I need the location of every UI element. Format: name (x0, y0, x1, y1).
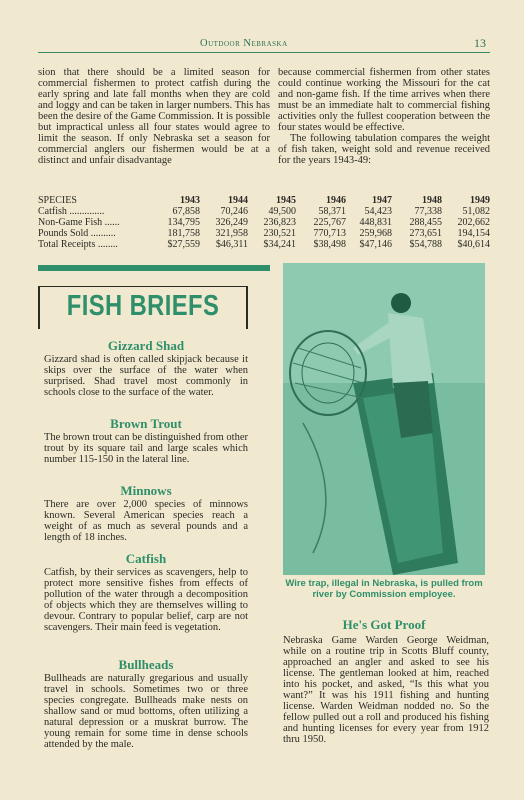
header-rule (38, 52, 490, 53)
table-cell: 77,338 (414, 206, 442, 217)
fish-stats-table (38, 195, 490, 250)
year-header: 1944 (228, 195, 248, 206)
brief-heading-brown-trout: Brown Trout (110, 416, 182, 431)
brief-text-gizzard-shad: Gizzard shad is often called skipjack because it skips over the surface of the water when surprised. Shad travel most commonly in schools close to the surface of the water. (44, 354, 248, 398)
table-cell: 259,968 (359, 228, 392, 239)
table-header-row (38, 195, 490, 206)
page-number: 13 (474, 36, 486, 50)
right-top-paragraph-2: The following tabulation compares the weight of fish taken, weight sold and revenue received for the years 1943-49: (278, 133, 490, 166)
table-cell: $54,788 (409, 239, 442, 250)
table-cell: 202,662 (457, 217, 490, 228)
year-header: 1948 (422, 195, 442, 206)
left-top-paragraph: sion that there should be a limited season for commercial fishermen to protect catfish during the early spring and late fall months when they are cold and loggy and can be taken in larger numbers. This has been the desire of the Game Commission. It is possible but impractical unless all four states would agree to limit the season. If only Nebraska set a season for commercial anglers our fishermen would be at a distinct and unfair disadvantage (38, 67, 270, 166)
photo-illustration (283, 263, 485, 575)
year-header: 1945 (276, 195, 296, 206)
right-column-text (278, 67, 490, 166)
table-cell: 51,082 (462, 206, 490, 217)
table-cell: 236,823 (263, 217, 296, 228)
brief-text-bullheads: Bullheads are naturally gregarious and usually travel in schools. Sometimes two or three species congregate. Bullheads make nests on shallow sand or mud bottoms, often utilizing a natural depression or a muskrat burrow. The young remain for some time in dense schools attended by the male. (44, 673, 248, 750)
row-label: Catfish .............. (38, 206, 105, 217)
brief-heading-gizzard-shad: Gizzard Shad (107, 338, 185, 353)
table-cell: 225,767 (313, 217, 346, 228)
table-cell: $27,559 (167, 239, 200, 250)
row-label: Pounds Sold .......... (38, 228, 116, 239)
running-head: Outdoor Nebraska (200, 38, 288, 49)
table-cell: $40,614 (457, 239, 490, 250)
table-cell: 770,713 (313, 228, 346, 239)
table-cell: $47,146 (359, 239, 392, 250)
table-row (38, 239, 490, 250)
year-header: 1949 (470, 195, 490, 206)
row-label: Non-Game Fish ...... (38, 217, 120, 228)
brief-text-catfish: Catfish, by their services as scavengers, help to protect more sensitive fishes from effects of pollution of the water through a decomposition of objects which they are themselves willing to devour. Contrary to popular belief, carp are not scavengers. Their main feed is vegetation. (44, 567, 248, 633)
table-cell: $38,498 (313, 239, 346, 250)
wire-trap-photo (283, 263, 485, 575)
table-cell: 49,500 (268, 206, 296, 217)
fish-briefs-title: FISH BRIEFS (66, 290, 220, 322)
brief-heading-catfish: Catfish (125, 551, 167, 566)
brief-heading-bullheads: Bullheads (118, 657, 174, 672)
section-divider-bar (38, 265, 270, 271)
table-cell: 181,758 (167, 228, 200, 239)
table-row (38, 217, 490, 228)
year-header: 1943 (180, 195, 200, 206)
table-cell: 67,858 (172, 206, 200, 217)
brief-heading-minnows: Minnows (120, 483, 172, 498)
table-cell: 54,423 (364, 206, 392, 217)
table-cell: 273,651 (409, 228, 442, 239)
row-label: Total Receipts ........ (38, 239, 118, 250)
table-cell: $34,241 (263, 239, 296, 250)
table-cell: 194,154 (457, 228, 490, 239)
table-cell: 58,371 (318, 206, 346, 217)
year-header: 1947 (372, 195, 392, 206)
table-cell: 326,249 (215, 217, 248, 228)
table-cell: 321,958 (215, 228, 248, 239)
table-cell: 230,521 (263, 228, 296, 239)
photo-caption: Wire trap, illegal in Nebraska, is pulled from river by Commission employee. (285, 578, 483, 600)
table-cell: 288,455 (409, 217, 442, 228)
table-row (38, 206, 490, 217)
table-cell: $46,311 (215, 239, 248, 250)
proof-heading: He's Got Proof (342, 617, 426, 632)
proof-text: Nebraska Game Warden George Weidman, while on a routine trip in Scotts Bluff county, approached an angler and asked to see his license. The gentleman looked at him, reached into his pocket, and asked, “Is this what you want?” It was his 1911 fishing and hunting license. Warden Weidman nodded no. So the fellow pulled out a roll and produced his fishing and hunting licenses for every year from 1912 thru 1950. (283, 635, 489, 745)
table-row (38, 228, 490, 239)
table-cell: 134,795 (167, 217, 200, 228)
table-species-header: SPECIES (38, 195, 77, 206)
left-column-text (38, 67, 270, 166)
table-cell: 70,246 (220, 206, 248, 217)
table-cell: 448,831 (359, 217, 392, 228)
brief-text-brown-trout: The brown trout can be distinguished from other trout by its square tail and large scales which number 115-150 in the lateral line. (44, 432, 248, 465)
right-top-paragraph-1: because commercial fishermen from other states could continue working the Missouri for the cat and non-game fish. If the time arrives when there must be an immediate halt to commercial fishing activities only the fullest cooperation between the four states would be effective. (278, 67, 490, 133)
year-header: 1946 (326, 195, 346, 206)
brief-text-minnows: There are over 2,000 species of minnows known. Several American species reach a weight of as much as several pounds and a length of 18 inches. (44, 499, 248, 543)
